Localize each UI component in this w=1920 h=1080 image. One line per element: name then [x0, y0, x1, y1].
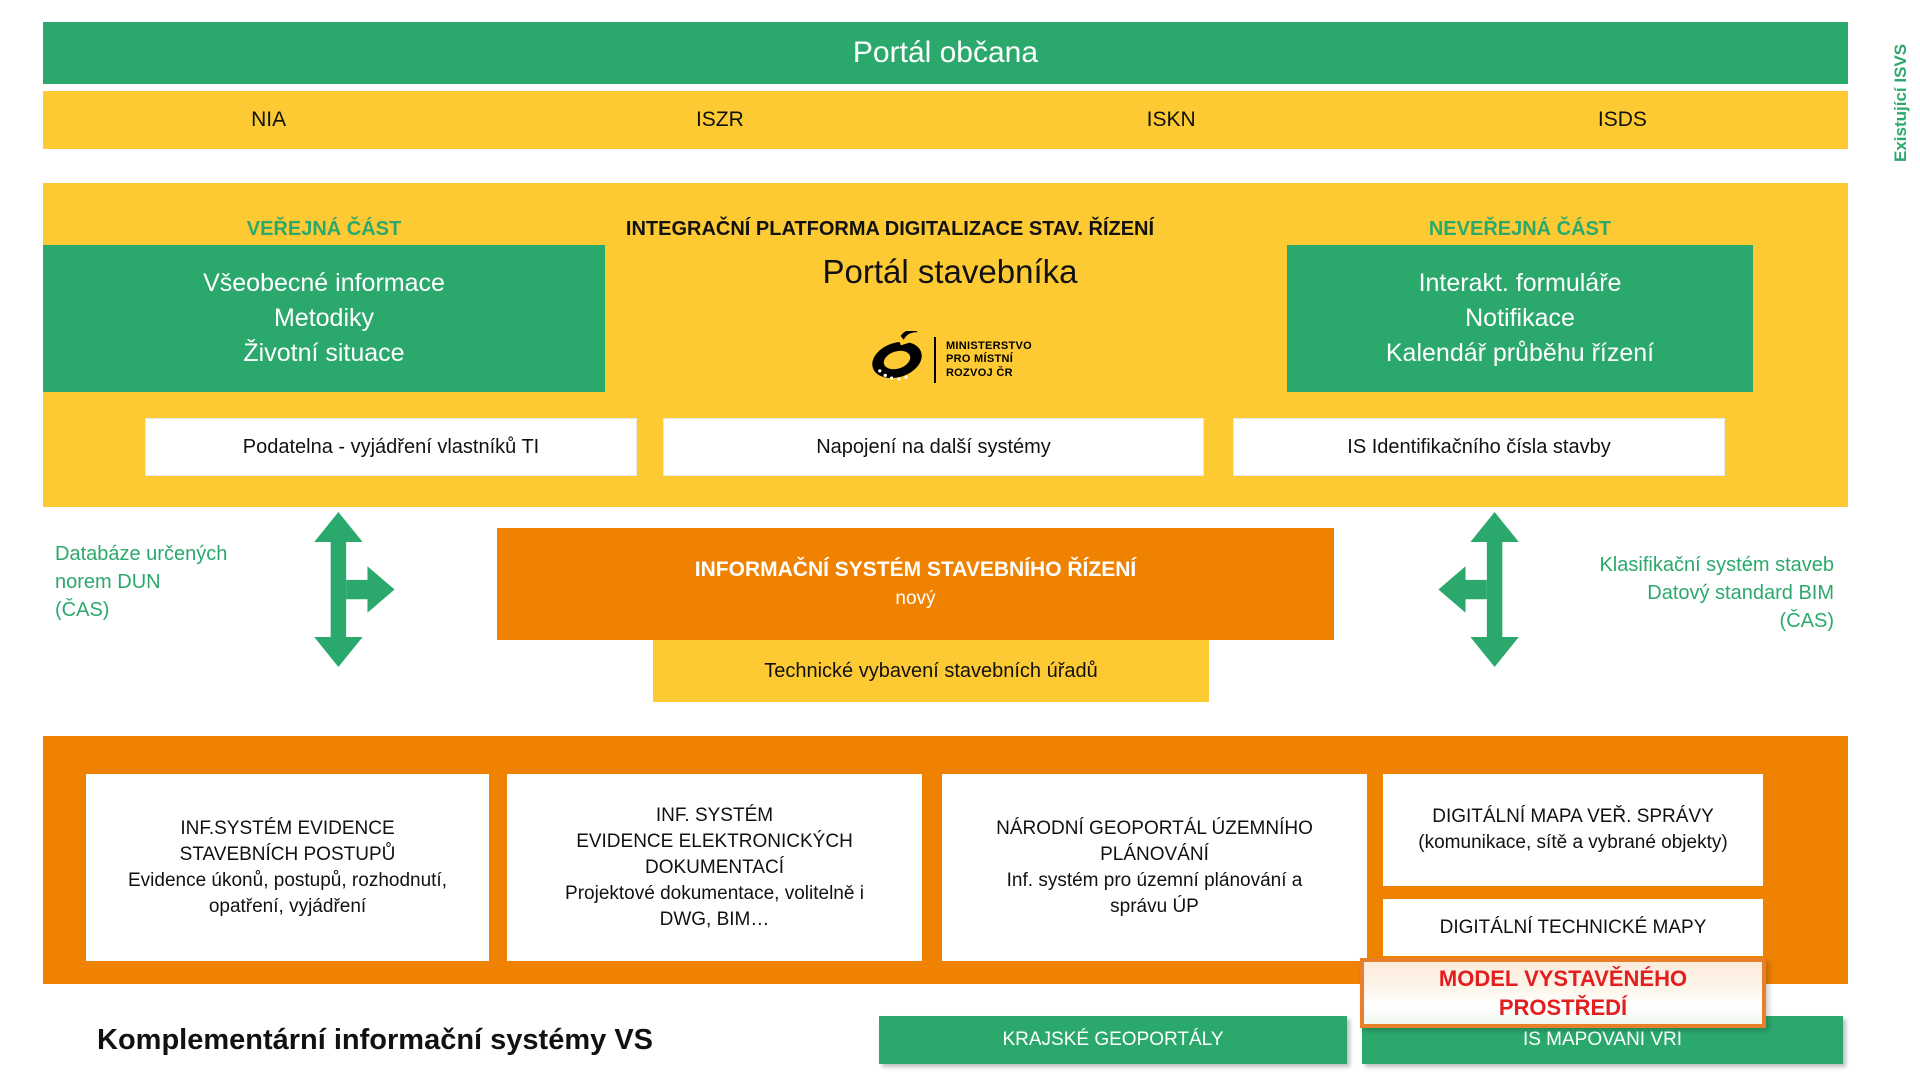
- ministry-emblem-icon: [868, 331, 926, 389]
- geoportal-box: NÁRODNÍ GEOPORTÁL ÚZEMNÍHO PLÁNOVÁNÍ Inf. systém pro územní plánování a správu ÚP: [942, 774, 1367, 961]
- podatelna-box: Podatelna - vyjádření vlastníků TI: [145, 418, 637, 476]
- portal-obcana-bar: [43, 22, 1848, 84]
- isep-box: INF.SYSTÉM EVIDENCE STAVEBNÍCH POSTUPŮ Evidence úkonů, postupů, rozhodnutí, opatření, vyjádření: [86, 774, 489, 961]
- is-mapovani-vri-box: IS MAPOVANI VRI: [1362, 1016, 1843, 1064]
- complementary-systems-title: Komplementární informační systémy VS: [97, 1024, 653, 1056]
- existing-isvs-label: Existující ISVS: [1891, 43, 1910, 162]
- gov-system-iskn: ISKN: [1146, 108, 1196, 131]
- gov-systems-bar: [43, 91, 1848, 149]
- gov-system-iszr: ISZR: [695, 108, 744, 131]
- public-info-line: Životní situace: [243, 339, 405, 367]
- nonpublic-line: Notifikace: [1465, 304, 1575, 332]
- is-identifikace-box: IS Identifikačního čísla stavby: [1233, 418, 1725, 476]
- issr-subtitle: nový: [895, 588, 936, 609]
- logo-divider: [934, 337, 936, 383]
- nonpublic-line: Kalendář průběhu řízení: [1385, 339, 1655, 367]
- nonpublic-services-box: [1287, 245, 1753, 392]
- krajske-geoportaly-box: KRAJSKÉ GEOPORTÁLY: [879, 1016, 1347, 1064]
- public-info-line: Všeobecné informace: [203, 269, 445, 297]
- dtm-box: DIGITÁLNÍ TECHNICKÉ MAPY: [1383, 899, 1763, 956]
- ised-box: INF. SYSTÉM EVIDENCE ELEKTRONICKÝCH DOKUMENTACÍ Projektové dokumentace, volitelně i DWG, BIM…: [507, 774, 922, 961]
- gov-system-isds: ISDS: [1597, 108, 1647, 131]
- model-vystaveneho-prostredi-box: MODEL VYSTAVĚNÉHO PROSTŘEDÍ: [1360, 958, 1766, 1028]
- platform-title: INTEGRAČNÍ PLATFORMA DIGITALIZACE STAV. ŘÍZENÍ: [625, 217, 1155, 240]
- bim-note: Klasifikační systém staveb Datový standard BIM (ČAS): [1599, 554, 1834, 632]
- dmvs-box: DIGITÁLNÍ MAPA VEŘ. SPRÁVY (komunikace, sítě a vybrané objekty): [1383, 774, 1763, 886]
- nonpublic-line: Interakt. formuláře: [1418, 269, 1622, 297]
- portal-stavebnika-title: Portál stavebníka: [822, 253, 1078, 290]
- right-connector-arrow-icon: [1437, 512, 1527, 667]
- nonpublic-part-header: NEVEŘEJNÁ ČÁST: [1428, 217, 1612, 240]
- ministry-logo: [760, 328, 1140, 392]
- issr-title: INFORMAČNÍ SYSTÉM STAVEBNÍHO ŘÍZENÍ: [694, 558, 1137, 581]
- gov-system-nia: NIA: [251, 108, 287, 131]
- tech-equipment-box: Technické vybavení stavebních úřadů: [653, 640, 1209, 702]
- left-connector-arrow-icon: [306, 512, 396, 667]
- public-info-line: Metodiky: [273, 304, 375, 332]
- public-info-box: [43, 245, 605, 392]
- napojeni-box: Napojení na další systémy: [663, 418, 1204, 476]
- ministry-name: MINISTERSTVO PRO MÍSTNÍ ROZVOJ ČR: [945, 339, 1033, 379]
- dun-note: Databáze určených norem DUN (ČAS): [55, 543, 228, 621]
- portal-obcana-label: Portál občana: [852, 36, 1039, 69]
- issr-box: [497, 528, 1334, 640]
- public-part-header: VEŘEJNÁ ČÁST: [246, 217, 402, 240]
